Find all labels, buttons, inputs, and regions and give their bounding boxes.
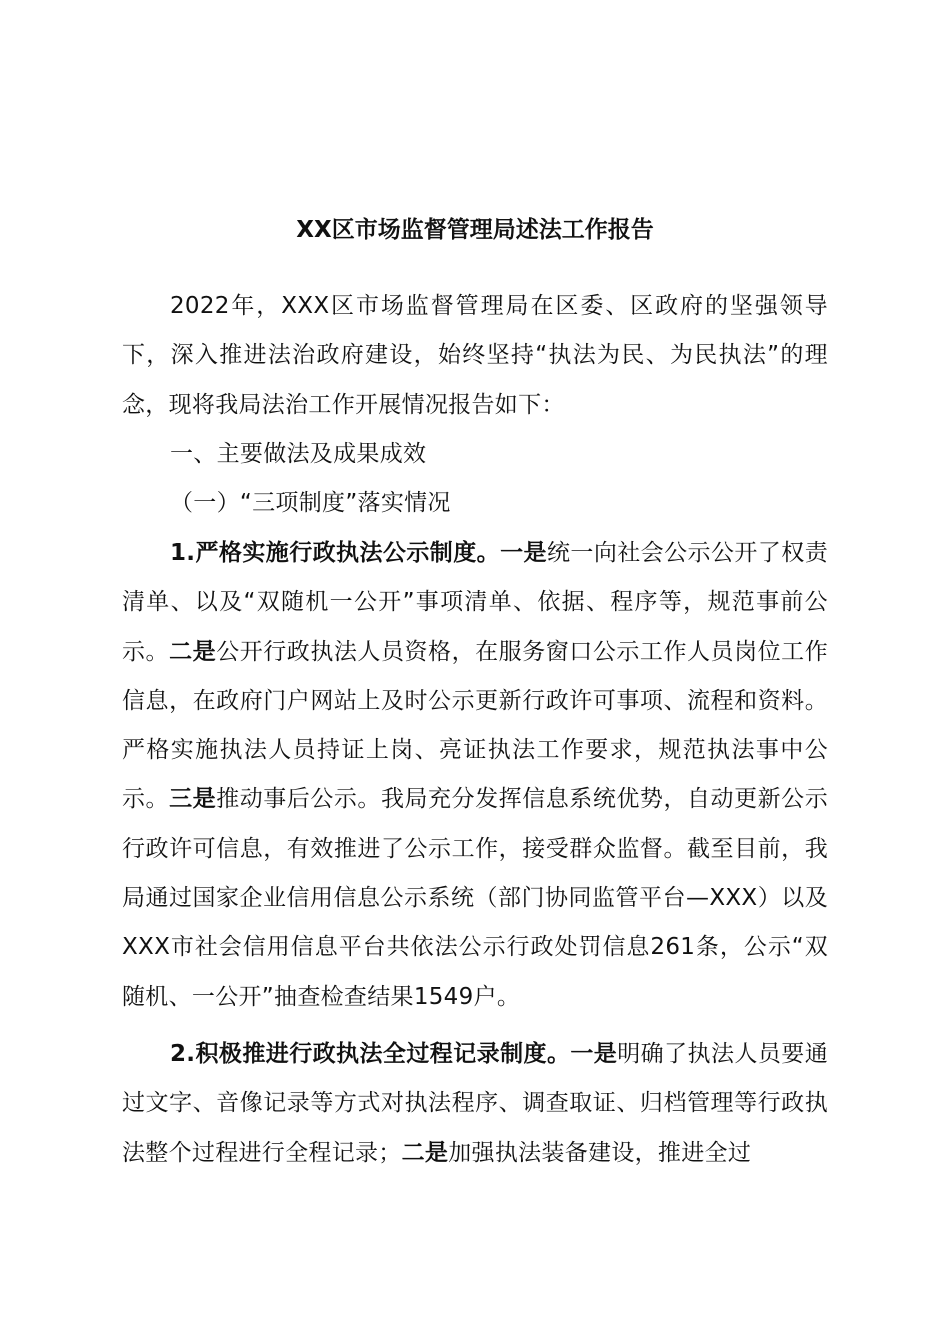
item-1-lead-3: 三是 — [169, 786, 217, 813]
document-title: XX区市场监督管理局述法工作报告 — [296, 217, 654, 243]
item-1-text-1: 统一向社会公示公开了权责清单、以及“双随机一公开”事项清单、依据、程序等，规范事前公示。 — [122, 540, 828, 665]
item-1-text-2: 公开行政执法人员资格，在服务窗口公示工作人员岗位工作信息，在政府门户网站上及时公示更新行政许可事项、流程和资料。严格实施执法人员持证上岗、亮证执法工作要求，规范执法事中公示。 — [122, 638, 828, 813]
item-1-lead-1: 一是 — [500, 540, 547, 566]
item-2-lead-1: 一是 — [570, 1041, 618, 1067]
subsection-heading-block — [122, 479, 828, 528]
subsection-heading: （一）“三项制度”落实情况 — [170, 490, 451, 516]
item-1-lead-2: 二是 — [169, 638, 217, 665]
item-2-heading: 2.积极推进行政执法全过程记录制度。 — [170, 1041, 571, 1067]
item-1-text-3: 推动事后公示。我局充分发挥信息系统优势，自动更新公示行政许可信息，有效推进了公示工作，接受群众监督。截至目前，我局通过国家企业信用信息公示系统（部门协同监管平台—XXX）以及XXX市社会信用信息平台共依法公示行政处罚信息261条，公示“双随机、一公开”抽查检查结果1549户。 — [122, 786, 828, 1010]
intro-paragraph: 2022年，XXX区市场监督管理局在区委、区政府的坚强领导下，深入推进法治政府建设，始终坚持“执法为民、为民执法”的理念，现将我局法治工作开展情况报告如下： — [122, 293, 828, 418]
section-heading: 一、主要做法及成果成效 — [170, 441, 427, 467]
item-1-paragraph — [122, 529, 828, 1022]
item-1-block — [122, 529, 828, 1022]
item-2-block — [122, 1030, 828, 1178]
item-2-paragraph — [122, 1030, 828, 1178]
section-heading-block — [122, 430, 828, 479]
intro-block — [122, 282, 828, 430]
item-2-text-2: 加强执法装备建设，推进全过 — [448, 1139, 752, 1166]
item-2-text-1: 明确了执法人员要通过文字、音像记录等方式对执法程序、调查取证、归档管理等行政执法整个过程进行全程记录； — [122, 1041, 829, 1166]
item-2-lead-2: 二是 — [401, 1139, 449, 1166]
item-1-heading: 1.严格实施行政执法公示制度。 — [170, 540, 501, 566]
